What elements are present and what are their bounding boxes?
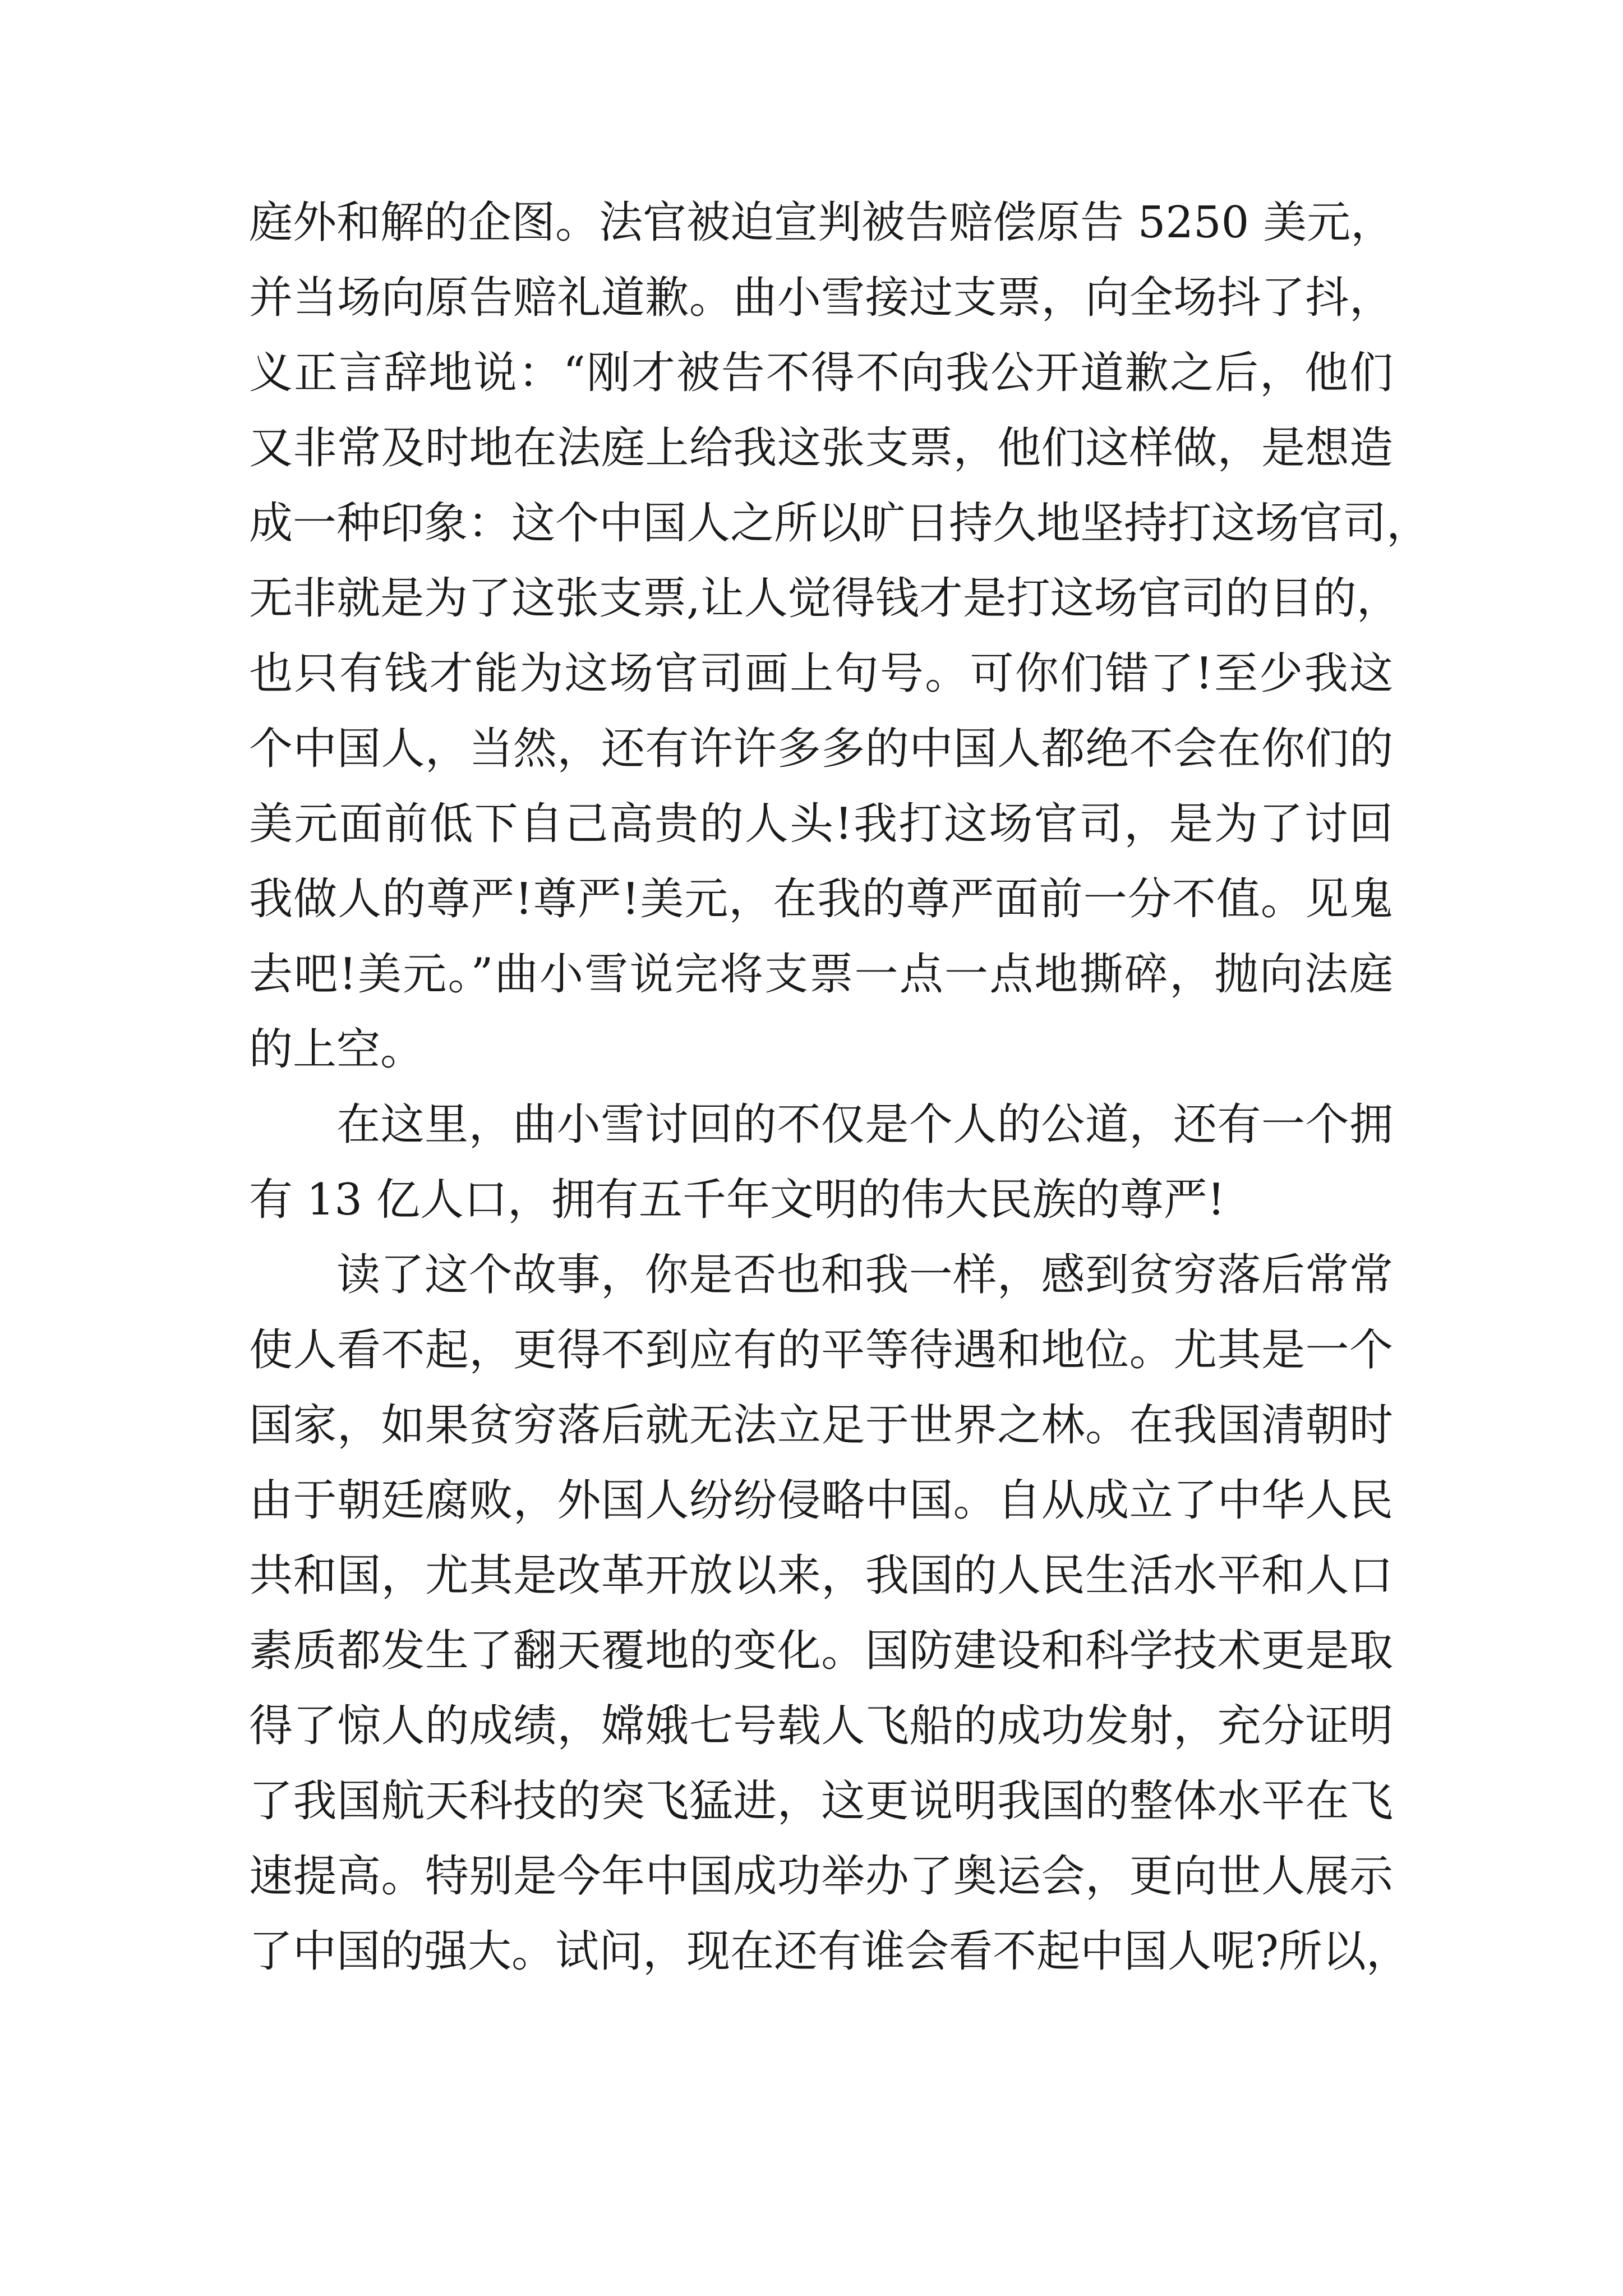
text-line: 了中国的强大。试问，现在还有谁会看不起中国人呢?所以， (249, 1926, 1410, 1977)
text-line: 的上空。 (249, 1024, 425, 1075)
text-line: 得了惊人的成绩，嫦娥七号载人飞船的成功发射，充分证明 (249, 1701, 1393, 1751)
text-line: 也只有钱才能为这场官司画上句号。可你们错了!至少我这 (249, 648, 1393, 699)
text-line: 成一种印象：这个中国人之所以旷日持久地坚持打这场官司， (249, 498, 1431, 549)
text-line: 并当场向原告赔礼道歉。曲小雪接过支票，向全场抖了抖， (249, 273, 1393, 323)
text-line: 读了这个故事，你是否也和我一样，感到贫穷落后常常 (336, 1250, 1393, 1300)
text-line: 速提高。特别是今年中国成功举办了奥运会，更向世人展示 (249, 1851, 1393, 1902)
text-line: 使人看不起，更得不到应有的平等待遇和地位。尤其是一个 (249, 1325, 1393, 1375)
text-line: 无非就是为了这张支票,让人觉得钱才是打这场官司的目的， (249, 573, 1400, 624)
text-line: 我做人的尊严!尊严!美元，在我的尊严面前一分不值。见鬼 (249, 874, 1393, 924)
text-line: 在这里，曲小雪讨回的不仅是个人的公道，还有一个拥 (336, 1099, 1393, 1150)
text-line: 国家，如果贫穷落后就无法立足于世界之林。在我国清朝时 (249, 1400, 1393, 1451)
text-line: 有 13 亿人口，拥有五千年文明的伟大民族的尊严! (249, 1175, 1225, 1225)
text-line: 去吧!美元。”曲小雪说完将支票一点一点地撕碎，抛向法庭 (249, 949, 1393, 1000)
text-line: 了我国航天科技的突飞猛进，这更说明我国的整体水平在飞 (249, 1776, 1393, 1826)
text-line: 义正言辞地说：“刚才被告不得不向我公开道歉之后，他们 (249, 348, 1393, 398)
body-text (249, 185, 1431, 1989)
text-line: 共和国，尤其是改革开放以来，我国的人民生活水平和人口 (249, 1550, 1393, 1601)
text-line: 个中国人，当然，还有许许多多的中国人都绝不会在你们的 (249, 724, 1393, 774)
text-line: 庭外和解的企图。法官被迫宣判被告赔偿原告 5250 美元， (249, 197, 1395, 248)
text-line: 由于朝廷腐败，外国人纷纷侵略中国。自从成立了中华人民 (249, 1475, 1393, 1526)
text-line: 又非常及时地在法庭上给我这张支票，他们这样做，是想造 (249, 423, 1393, 473)
text-line: 素质都发生了翻天覆地的变化。国防建设和科学技术更是取 (249, 1626, 1393, 1676)
text-line: 美元面前低下自己高贵的人头!我打这场官司，是为了讨回 (249, 799, 1393, 849)
